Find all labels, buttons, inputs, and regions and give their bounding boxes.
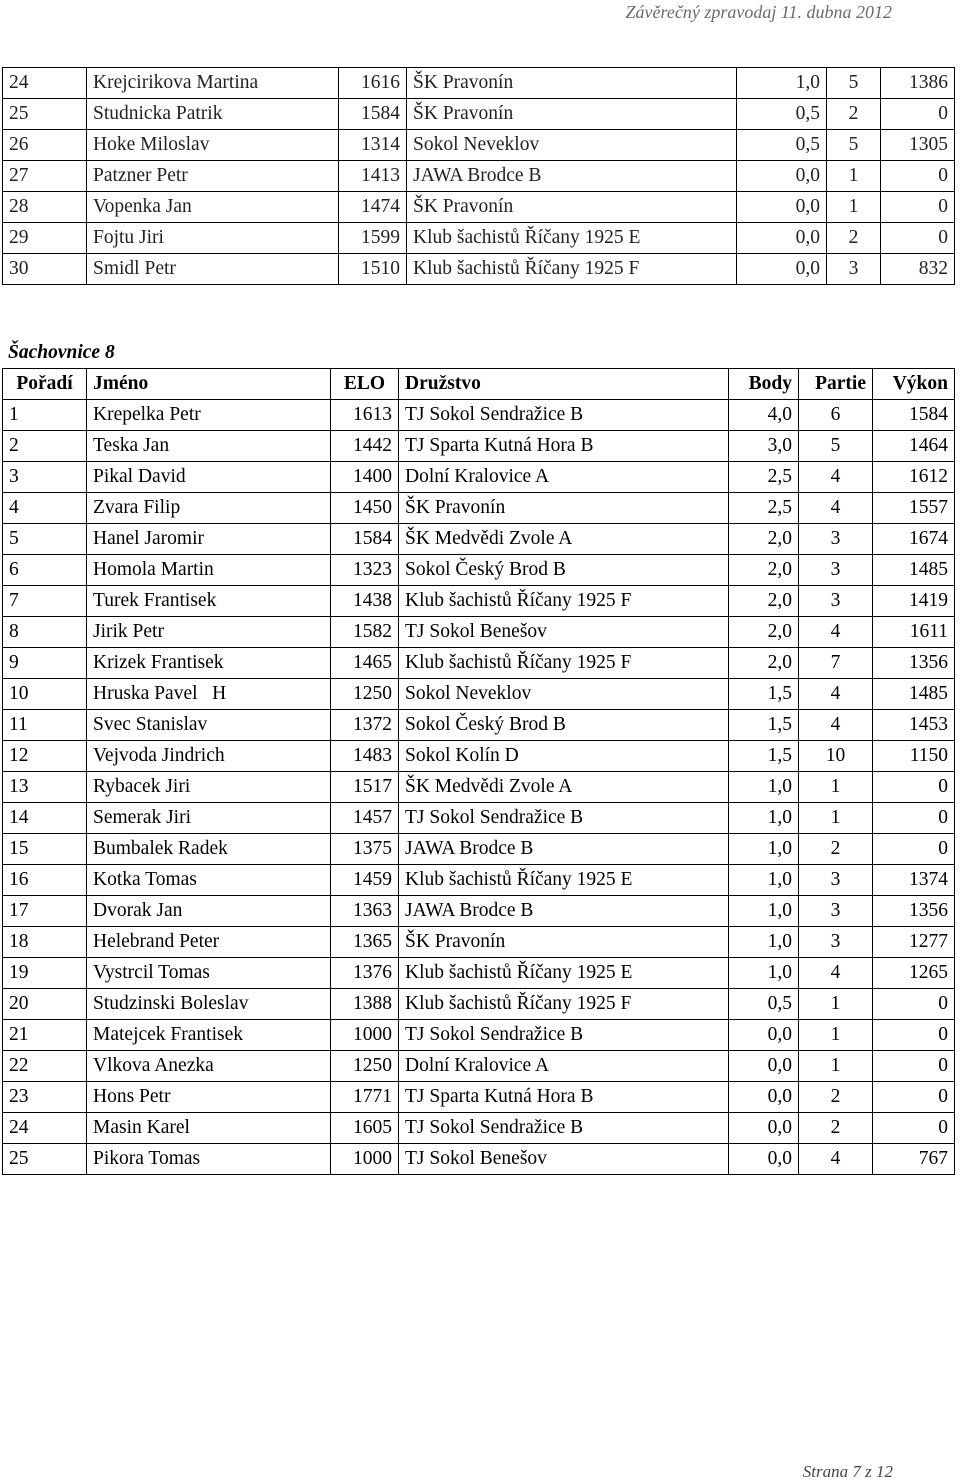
cell-team: Klub šachistů Říčany 1925 E (399, 958, 729, 989)
cell-perf: 1265 (873, 958, 955, 989)
cell-points: 2,0 (729, 617, 799, 648)
running-header: Závěrečný zpravodaj 11. dubna 2012 (625, 2, 892, 22)
cell-team: TJ Sparta Kutná Hora B (399, 431, 729, 462)
cell-elo: 1474 (339, 192, 407, 223)
cell-rank: 18 (3, 927, 87, 958)
cell-name: Bumbalek Radek (87, 834, 331, 865)
cell-games: 4 (799, 462, 873, 493)
table-row (3, 648, 955, 679)
cell-elo: 1438 (331, 586, 399, 617)
cell-perf: 1453 (873, 710, 955, 741)
cell-elo: 1323 (331, 555, 399, 586)
cell-perf: 0 (881, 161, 955, 192)
cell-name: Masin Karel (87, 1113, 331, 1144)
cell-rank: 9 (3, 648, 87, 679)
table-row (3, 161, 955, 192)
cell-points: 2,5 (729, 462, 799, 493)
cell-games: 1 (799, 772, 873, 803)
cell-rank: 27 (3, 161, 87, 192)
cell-team: Sokol Český Brod B (399, 710, 729, 741)
table-row (3, 431, 955, 462)
cell-team: Klub šachistů Říčany 1925 F (407, 254, 737, 285)
cell-name: Hanel Jaromir (87, 524, 331, 555)
cell-elo: 1442 (331, 431, 399, 462)
cell-games: 3 (799, 896, 873, 927)
cell-games: 2 (799, 1113, 873, 1144)
cell-points: 3,0 (729, 431, 799, 462)
cell-elo: 1372 (331, 710, 399, 741)
cell-perf: 1557 (873, 493, 955, 524)
cell-perf: 1305 (881, 130, 955, 161)
cell-name: Pikora Tomas (87, 1144, 331, 1175)
cell-games: 4 (799, 617, 873, 648)
cell-rank: 5 (3, 524, 87, 555)
cell-points: 2,0 (729, 524, 799, 555)
cell-rank: 4 (3, 493, 87, 524)
cell-rank: 19 (3, 958, 87, 989)
cell-perf: 767 (873, 1144, 955, 1175)
table-row (3, 710, 955, 741)
cell-team: Sokol Kolín D (399, 741, 729, 772)
header-points: Body (729, 369, 799, 400)
cell-name: Matejcek Frantisek (87, 1020, 331, 1051)
cell-points: 1,0 (729, 927, 799, 958)
cell-elo: 1584 (331, 524, 399, 555)
cell-games: 3 (799, 865, 873, 896)
header-name: Jméno (87, 369, 331, 400)
cell-team: ŠK Medvědi Zvole A (399, 772, 729, 803)
cell-name: Hoke Miloslav (87, 130, 339, 161)
cell-games: 4 (799, 958, 873, 989)
cell-elo: 1400 (331, 462, 399, 493)
cell-elo: 1771 (331, 1082, 399, 1113)
table-row (3, 834, 955, 865)
cell-elo: 1314 (339, 130, 407, 161)
cell-rank: 1 (3, 400, 87, 431)
cell-elo: 1000 (331, 1144, 399, 1175)
cell-perf: 832 (881, 254, 955, 285)
cell-perf: 0 (873, 1113, 955, 1144)
cell-games: 4 (799, 493, 873, 524)
cell-rank: 17 (3, 896, 87, 927)
cell-points: 1,5 (729, 679, 799, 710)
cell-elo: 1510 (339, 254, 407, 285)
table-row (3, 772, 955, 803)
cell-elo: 1613 (331, 400, 399, 431)
cell-games: 3 (799, 555, 873, 586)
cell-team: Klub šachistů Říčany 1925 E (399, 865, 729, 896)
cell-rank: 7 (3, 586, 87, 617)
cell-elo: 1376 (331, 958, 399, 989)
cell-rank: 2 (3, 431, 87, 462)
cell-points: 2,5 (729, 493, 799, 524)
cell-games: 1 (827, 192, 881, 223)
header-games: Partie (799, 369, 873, 400)
header-elo: ELO (331, 369, 399, 400)
cell-rank: 12 (3, 741, 87, 772)
cell-games: 1 (799, 1020, 873, 1051)
cell-rank: 25 (3, 99, 87, 130)
header-team: Družstvo (399, 369, 729, 400)
table-header-row (3, 369, 955, 400)
cell-team: Dolní Kralovice A (399, 1051, 729, 1082)
cell-perf: 1386 (881, 68, 955, 99)
cell-name: Turek Frantisek (87, 586, 331, 617)
cell-games: 3 (799, 927, 873, 958)
cell-rank: 26 (3, 130, 87, 161)
cell-perf: 0 (873, 989, 955, 1020)
cell-rank: 21 (3, 1020, 87, 1051)
cell-team: Klub šachistů Říčany 1925 F (399, 989, 729, 1020)
cell-perf: 0 (881, 192, 955, 223)
table-row (3, 803, 955, 834)
table-row (3, 192, 955, 223)
table-row (3, 400, 955, 431)
table-row (3, 586, 955, 617)
cell-perf: 1611 (873, 617, 955, 648)
table-row (3, 493, 955, 524)
cell-team: TJ Sokol Benešov (399, 617, 729, 648)
cell-elo: 1459 (331, 865, 399, 896)
cell-points: 0,0 (737, 254, 827, 285)
cell-rank: 8 (3, 617, 87, 648)
cell-rank: 29 (3, 223, 87, 254)
cell-perf: 1584 (873, 400, 955, 431)
cell-team: Dolní Kralovice A (399, 462, 729, 493)
table-row (3, 1144, 955, 1175)
cell-points: 0,5 (737, 99, 827, 130)
cell-rank: 24 (3, 68, 87, 99)
cell-games: 2 (799, 834, 873, 865)
cell-points: 0,0 (729, 1113, 799, 1144)
cell-perf: 0 (873, 772, 955, 803)
cell-points: 1,0 (729, 834, 799, 865)
cell-name: Hruska Pavel H (87, 679, 331, 710)
cell-games: 1 (827, 161, 881, 192)
table-row (3, 989, 955, 1020)
page-number: Strana 7 z 12 (802, 1462, 893, 1481)
cell-team: ŠK Medvědi Zvole A (399, 524, 729, 555)
table-row (3, 617, 955, 648)
cell-points: 1,0 (729, 896, 799, 927)
header-rank: Pořadí (3, 369, 87, 400)
cell-name: Dvorak Jan (87, 896, 331, 927)
cell-team: ŠK Pravonín (399, 927, 729, 958)
cell-perf: 0 (873, 803, 955, 834)
cell-perf: 1419 (873, 586, 955, 617)
cell-points: 0,0 (729, 1020, 799, 1051)
cell-games: 6 (799, 400, 873, 431)
cell-rank: 6 (3, 555, 87, 586)
cell-points: 0,5 (729, 989, 799, 1020)
previous-results-table (2, 67, 955, 285)
cell-rank: 13 (3, 772, 87, 803)
cell-name: Hons Petr (87, 1082, 331, 1113)
cell-elo: 1388 (331, 989, 399, 1020)
cell-name: Studzinski Boleslav (87, 989, 331, 1020)
cell-rank: 15 (3, 834, 87, 865)
cell-team: ŠK Pravonín (399, 493, 729, 524)
cell-name: Jirik Petr (87, 617, 331, 648)
cell-team: ŠK Pravonín (407, 68, 737, 99)
cell-elo: 1413 (339, 161, 407, 192)
cell-name: Vlkova Anezka (87, 1051, 331, 1082)
cell-elo: 1000 (331, 1020, 399, 1051)
table-row (3, 130, 955, 161)
cell-name: Smidl Petr (87, 254, 339, 285)
table-row (3, 555, 955, 586)
cell-games: 7 (799, 648, 873, 679)
cell-rank: 23 (3, 1082, 87, 1113)
cell-perf: 0 (881, 99, 955, 130)
cell-rank: 16 (3, 865, 87, 896)
cell-team: Sokol Český Brod B (399, 555, 729, 586)
cell-games: 1 (799, 989, 873, 1020)
cell-name: Patzner Petr (87, 161, 339, 192)
cell-points: 4,0 (729, 400, 799, 431)
table-row (3, 679, 955, 710)
cell-points: 1,0 (729, 865, 799, 896)
cell-points: 0,0 (729, 1082, 799, 1113)
cell-elo: 1375 (331, 834, 399, 865)
cell-name: Krepelka Petr (87, 400, 331, 431)
cell-team: TJ Sokol Benešov (399, 1144, 729, 1175)
cell-team: TJ Sokol Sendražice B (399, 400, 729, 431)
cell-points: 2,0 (729, 586, 799, 617)
cell-name: Vopenka Jan (87, 192, 339, 223)
cell-team: TJ Sparta Kutná Hora B (399, 1082, 729, 1113)
cell-perf: 1374 (873, 865, 955, 896)
table-row (3, 958, 955, 989)
cell-games: 5 (827, 68, 881, 99)
cell-elo: 1616 (339, 68, 407, 99)
cell-name: Krejcirikova Martina (87, 68, 339, 99)
cell-team: JAWA Brodce B (407, 161, 737, 192)
cell-perf: 1612 (873, 462, 955, 493)
cell-games: 5 (799, 431, 873, 462)
cell-elo: 1250 (331, 679, 399, 710)
board-8-results-body (3, 400, 955, 1175)
cell-name: Vejvoda Jindrich (87, 741, 331, 772)
cell-rank: 20 (3, 989, 87, 1020)
cell-perf: 1277 (873, 927, 955, 958)
cell-name: Svec Stanislav (87, 710, 331, 741)
cell-elo: 1457 (331, 803, 399, 834)
cell-elo: 1517 (331, 772, 399, 803)
cell-perf: 1150 (873, 741, 955, 772)
cell-perf: 0 (873, 834, 955, 865)
table-row (3, 68, 955, 99)
cell-rank: 28 (3, 192, 87, 223)
cell-rank: 25 (3, 1144, 87, 1175)
cell-rank: 3 (3, 462, 87, 493)
cell-perf: 0 (873, 1020, 955, 1051)
table-row (3, 1113, 955, 1144)
cell-points: 1,5 (729, 741, 799, 772)
table-row (3, 462, 955, 493)
cell-points: 0,0 (737, 192, 827, 223)
cell-elo: 1605 (331, 1113, 399, 1144)
cell-points: 1,0 (729, 772, 799, 803)
table-row (3, 99, 955, 130)
cell-points: 2,0 (729, 555, 799, 586)
cell-name: Pikal David (87, 462, 331, 493)
cell-name: Homola Martin (87, 555, 331, 586)
cell-perf: 0 (873, 1051, 955, 1082)
cell-name: Teska Jan (87, 431, 331, 462)
cell-team: JAWA Brodce B (399, 896, 729, 927)
cell-elo: 1483 (331, 741, 399, 772)
table-row (3, 1051, 955, 1082)
cell-name: Fojtu Jiri (87, 223, 339, 254)
table-row (3, 1020, 955, 1051)
cell-games: 10 (799, 741, 873, 772)
cell-games: 2 (827, 223, 881, 254)
cell-perf: 1356 (873, 896, 955, 927)
cell-elo: 1465 (331, 648, 399, 679)
cell-games: 5 (827, 130, 881, 161)
cell-team: TJ Sokol Sendražice B (399, 803, 729, 834)
cell-games: 1 (799, 1051, 873, 1082)
cell-points: 0,0 (737, 161, 827, 192)
cell-elo: 1250 (331, 1051, 399, 1082)
table-row (3, 524, 955, 555)
cell-elo: 1365 (331, 927, 399, 958)
cell-name: Semerak Jiri (87, 803, 331, 834)
board-8-results-table (2, 368, 955, 1175)
cell-team: Klub šachistů Říčany 1925 F (399, 586, 729, 617)
cell-elo: 1582 (331, 617, 399, 648)
cell-rank: 30 (3, 254, 87, 285)
cell-games: 2 (799, 1082, 873, 1113)
table-row (3, 1082, 955, 1113)
cell-points: 0,0 (737, 223, 827, 254)
cell-team: ŠK Pravonín (407, 99, 737, 130)
cell-perf: 1356 (873, 648, 955, 679)
cell-rank: 14 (3, 803, 87, 834)
cell-team: Klub šachistů Říčany 1925 E (407, 223, 737, 254)
cell-games: 4 (799, 710, 873, 741)
cell-team: Sokol Neveklov (399, 679, 729, 710)
cell-elo: 1363 (331, 896, 399, 927)
table-row (3, 254, 955, 285)
cell-perf: 1485 (873, 555, 955, 586)
cell-elo: 1599 (339, 223, 407, 254)
cell-name: Rybacek Jiri (87, 772, 331, 803)
cell-name: Kotka Tomas (87, 865, 331, 896)
cell-points: 0,0 (729, 1144, 799, 1175)
cell-games: 3 (799, 524, 873, 555)
cell-perf: 1485 (873, 679, 955, 710)
cell-rank: 24 (3, 1113, 87, 1144)
cell-games: 2 (827, 99, 881, 130)
cell-team: ŠK Pravonín (407, 192, 737, 223)
cell-points: 0,5 (737, 130, 827, 161)
cell-team: JAWA Brodce B (399, 834, 729, 865)
section-title: Šachovnice 8 (8, 342, 115, 363)
cell-points: 1,0 (729, 958, 799, 989)
cell-points: 1,0 (737, 68, 827, 99)
cell-name: Helebrand Peter (87, 927, 331, 958)
table-row (3, 223, 955, 254)
cell-rank: 22 (3, 1051, 87, 1082)
cell-perf: 1674 (873, 524, 955, 555)
cell-name: Krizek Frantisek (87, 648, 331, 679)
table-row (3, 741, 955, 772)
table-row (3, 896, 955, 927)
cell-points: 1,0 (729, 803, 799, 834)
cell-perf: 0 (881, 223, 955, 254)
cell-games: 3 (827, 254, 881, 285)
cell-team: TJ Sokol Sendražice B (399, 1020, 729, 1051)
cell-team: TJ Sokol Sendražice B (399, 1113, 729, 1144)
cell-points: 0,0 (729, 1051, 799, 1082)
cell-games: 3 (799, 586, 873, 617)
cell-elo: 1450 (331, 493, 399, 524)
cell-elo: 1584 (339, 99, 407, 130)
cell-team: Sokol Neveklov (407, 130, 737, 161)
cell-name: Studnicka Patrik (87, 99, 339, 130)
cell-perf: 0 (873, 1082, 955, 1113)
cell-games: 1 (799, 803, 873, 834)
cell-games: 4 (799, 1144, 873, 1175)
cell-points: 2,0 (729, 648, 799, 679)
cell-rank: 11 (3, 710, 87, 741)
cell-team: Klub šachistů Říčany 1925 F (399, 648, 729, 679)
cell-perf: 1464 (873, 431, 955, 462)
cell-games: 4 (799, 679, 873, 710)
cell-name: Zvara Filip (87, 493, 331, 524)
table-row (3, 927, 955, 958)
header-perf: Výkon (873, 369, 955, 400)
cell-points: 1,5 (729, 710, 799, 741)
cell-name: Vystrcil Tomas (87, 958, 331, 989)
table-row (3, 865, 955, 896)
previous-results-body (3, 68, 955, 285)
cell-rank: 10 (3, 679, 87, 710)
